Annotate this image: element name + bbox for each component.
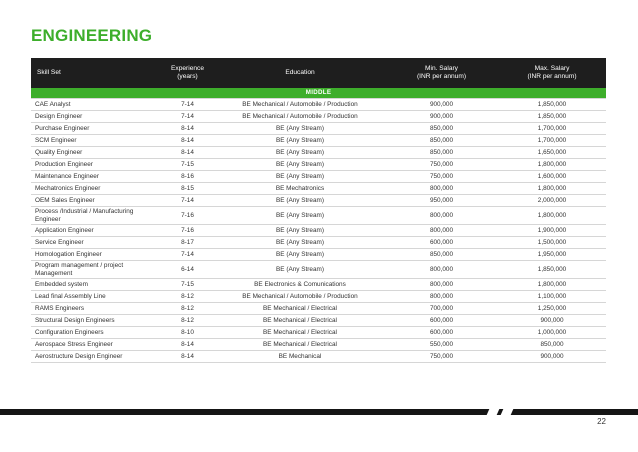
footer-rule	[0, 409, 638, 415]
cell-max-salary: 1,900,000	[498, 225, 606, 237]
cell-min-salary: 900,000	[385, 111, 498, 123]
table-row	[31, 291, 606, 303]
cell-skill-set: Structural Design Engineers	[31, 315, 160, 327]
cell-min-salary: 850,000	[385, 123, 498, 135]
cell-skill-set: Service Engineer	[31, 237, 160, 249]
cell-skill-set: RAMS Engineers	[31, 303, 160, 315]
cell-experience: 7-14	[160, 195, 215, 207]
cell-education: BE Mechanical / Electrical	[215, 303, 385, 315]
cell-experience: 7-15	[160, 279, 215, 291]
table-header	[31, 58, 606, 88]
cell-max-salary: 1,500,000	[498, 237, 606, 249]
cell-experience: 8-14	[160, 123, 215, 135]
cell-skill-set: Maintenance Engineer	[31, 171, 160, 183]
cell-experience: 8-12	[160, 315, 215, 327]
cell-experience: 7-16	[160, 207, 215, 225]
cell-experience: 8-10	[160, 327, 215, 339]
cell-experience: 8-14	[160, 147, 215, 159]
cell-min-salary: 750,000	[385, 171, 498, 183]
table-row	[31, 147, 606, 159]
cell-min-salary: 800,000	[385, 183, 498, 195]
cell-min-salary: 600,000	[385, 315, 498, 327]
header-experience-line1: Experience	[171, 65, 204, 73]
cell-skill-set: Quality Engineer	[31, 147, 160, 159]
cell-education: BE (Any Stream)	[215, 159, 385, 171]
cell-experience: 8-12	[160, 291, 215, 303]
cell-min-salary: 750,000	[385, 159, 498, 171]
cell-experience: 8-12	[160, 303, 215, 315]
table-row	[31, 327, 606, 339]
cell-max-salary: 1,800,000	[498, 159, 606, 171]
cell-max-salary: 900,000	[498, 315, 606, 327]
cell-experience: 7-15	[160, 159, 215, 171]
table-row	[31, 183, 606, 195]
cell-experience: 7-14	[160, 249, 215, 261]
cell-max-salary: 1,250,000	[498, 303, 606, 315]
cell-education: BE Mechanical	[215, 351, 385, 363]
cell-min-salary: 750,000	[385, 351, 498, 363]
cell-min-salary: 800,000	[385, 207, 498, 225]
cell-max-salary: 1,800,000	[498, 207, 606, 225]
table-row	[31, 303, 606, 315]
cell-min-salary: 850,000	[385, 147, 498, 159]
cell-max-salary: 1,650,000	[498, 147, 606, 159]
cell-experience: 8-14	[160, 135, 215, 147]
cell-education: BE Mechanical / Electrical	[215, 339, 385, 351]
cell-experience: 8-17	[160, 237, 215, 249]
table-row	[31, 171, 606, 183]
cell-skill-set: CAE Analyst	[31, 99, 160, 111]
cell-education: BE (Any Stream)	[215, 261, 385, 279]
table-row	[31, 315, 606, 327]
page-number: 22	[597, 417, 606, 426]
cell-experience: 8-14	[160, 339, 215, 351]
cell-min-salary: 600,000	[385, 237, 498, 249]
page-title: ENGINEERING	[31, 26, 153, 45]
cell-education: BE Mechanical / Automobile / Production	[215, 111, 385, 123]
section-label: MIDDLE	[31, 88, 606, 99]
table-row	[31, 207, 606, 225]
table-row	[31, 261, 606, 279]
cell-experience: 8-14	[160, 351, 215, 363]
cell-skill-set: SCM Engineer	[31, 135, 160, 147]
salary-table	[31, 58, 606, 363]
table-row	[31, 351, 606, 363]
cell-education: BE Mechanical / Automobile / Production	[215, 291, 385, 303]
cell-min-salary: 550,000	[385, 339, 498, 351]
cell-education: BE Mechanical / Electrical	[215, 315, 385, 327]
cell-max-salary: 1,950,000	[498, 249, 606, 261]
cell-education: BE (Any Stream)	[215, 207, 385, 225]
table-row	[31, 159, 606, 171]
cell-education: BE (Any Stream)	[215, 123, 385, 135]
cell-skill-set: Mechatronics Engineer	[31, 183, 160, 195]
cell-skill-set: Lead final Assembly Line	[31, 291, 160, 303]
table-row	[31, 111, 606, 123]
cell-experience: 6-14	[160, 261, 215, 279]
cell-experience: 7-14	[160, 111, 215, 123]
table-body	[31, 88, 606, 363]
cell-education: BE Electronics & Comunications	[215, 279, 385, 291]
cell-skill-set: Configuration Engineers	[31, 327, 160, 339]
cell-skill-set: Aerospace Stress Engineer	[31, 339, 160, 351]
cell-experience: 8-16	[160, 171, 215, 183]
cell-education: BE Mechatronics	[215, 183, 385, 195]
cell-skill-set: Homologation Engineer	[31, 249, 160, 261]
header-max-line1: Max. Salary	[534, 65, 570, 73]
cell-skill-set: Production Engineer	[31, 159, 160, 171]
cell-skill-set: Purchase Engineer	[31, 123, 160, 135]
header-experience	[160, 58, 215, 88]
cell-education: BE (Any Stream)	[215, 225, 385, 237]
table-row	[31, 249, 606, 261]
cell-education: BE Mechanical / Electrical	[215, 327, 385, 339]
header-min-line1: Min. Salary	[425, 65, 458, 73]
table-row	[31, 123, 606, 135]
header-min-salary	[385, 58, 498, 88]
table-row	[31, 135, 606, 147]
cell-skill-set: Process /Industrial / Manufacturing Engineer	[31, 207, 160, 225]
cell-min-salary: 800,000	[385, 291, 498, 303]
cell-skill-set: Application Engineer	[31, 225, 160, 237]
cell-min-salary: 700,000	[385, 303, 498, 315]
cell-max-salary: 1,800,000	[498, 279, 606, 291]
cell-max-salary: 1,100,000	[498, 291, 606, 303]
table-row	[31, 279, 606, 291]
cell-min-salary: 850,000	[385, 135, 498, 147]
cell-education: BE (Any Stream)	[215, 237, 385, 249]
header-education: Education	[215, 58, 385, 88]
table-row	[31, 195, 606, 207]
cell-max-salary: 1,700,000	[498, 135, 606, 147]
header-max-line2: (INR per annum)	[527, 73, 577, 80]
cell-min-salary: 800,000	[385, 261, 498, 279]
cell-skill-set: Design Engineer	[31, 111, 160, 123]
cell-max-salary: 900,000	[498, 351, 606, 363]
cell-max-salary: 1,850,000	[498, 111, 606, 123]
cell-education: BE (Any Stream)	[215, 249, 385, 261]
cell-experience: 7-14	[160, 99, 215, 111]
cell-experience: 7-16	[160, 225, 215, 237]
cell-education: BE Mechanical / Automobile / Production	[215, 99, 385, 111]
cell-min-salary: 950,000	[385, 195, 498, 207]
cell-max-salary: 850,000	[498, 339, 606, 351]
cell-education: BE (Any Stream)	[215, 147, 385, 159]
cell-min-salary: 600,000	[385, 327, 498, 339]
cell-skill-set: Embedded system	[31, 279, 160, 291]
table-row	[31, 339, 606, 351]
cell-education: BE (Any Stream)	[215, 195, 385, 207]
header-experience-line2: (years)	[177, 73, 198, 80]
cell-min-salary: 900,000	[385, 99, 498, 111]
cell-max-salary: 1,000,000	[498, 327, 606, 339]
cell-max-salary: 1,700,000	[498, 123, 606, 135]
table-row	[31, 225, 606, 237]
cell-min-salary: 850,000	[385, 249, 498, 261]
cell-max-salary: 1,800,000	[498, 183, 606, 195]
cell-skill-set: OEM Sales Engineer	[31, 195, 160, 207]
cell-skill-set: Aerostructure Design Engineer	[31, 351, 160, 363]
header-min-line2: (INR per annum)	[416, 73, 467, 80]
cell-education: BE (Any Stream)	[215, 135, 385, 147]
header-max-salary	[498, 58, 606, 88]
cell-max-salary: 1,850,000	[498, 261, 606, 279]
cell-max-salary: 1,850,000	[498, 99, 606, 111]
cell-education: BE (Any Stream)	[215, 171, 385, 183]
table-row	[31, 99, 606, 111]
cell-min-salary: 800,000	[385, 225, 498, 237]
header-skill-set: Skill Set	[31, 58, 160, 88]
table-row	[31, 237, 606, 249]
cell-min-salary: 800,000	[385, 279, 498, 291]
cell-max-salary: 2,000,000	[498, 195, 606, 207]
cell-experience: 8-15	[160, 183, 215, 195]
cell-skill-set: Program management / project Management	[31, 261, 160, 279]
section-row	[31, 88, 606, 99]
cell-max-salary: 1,600,000	[498, 171, 606, 183]
